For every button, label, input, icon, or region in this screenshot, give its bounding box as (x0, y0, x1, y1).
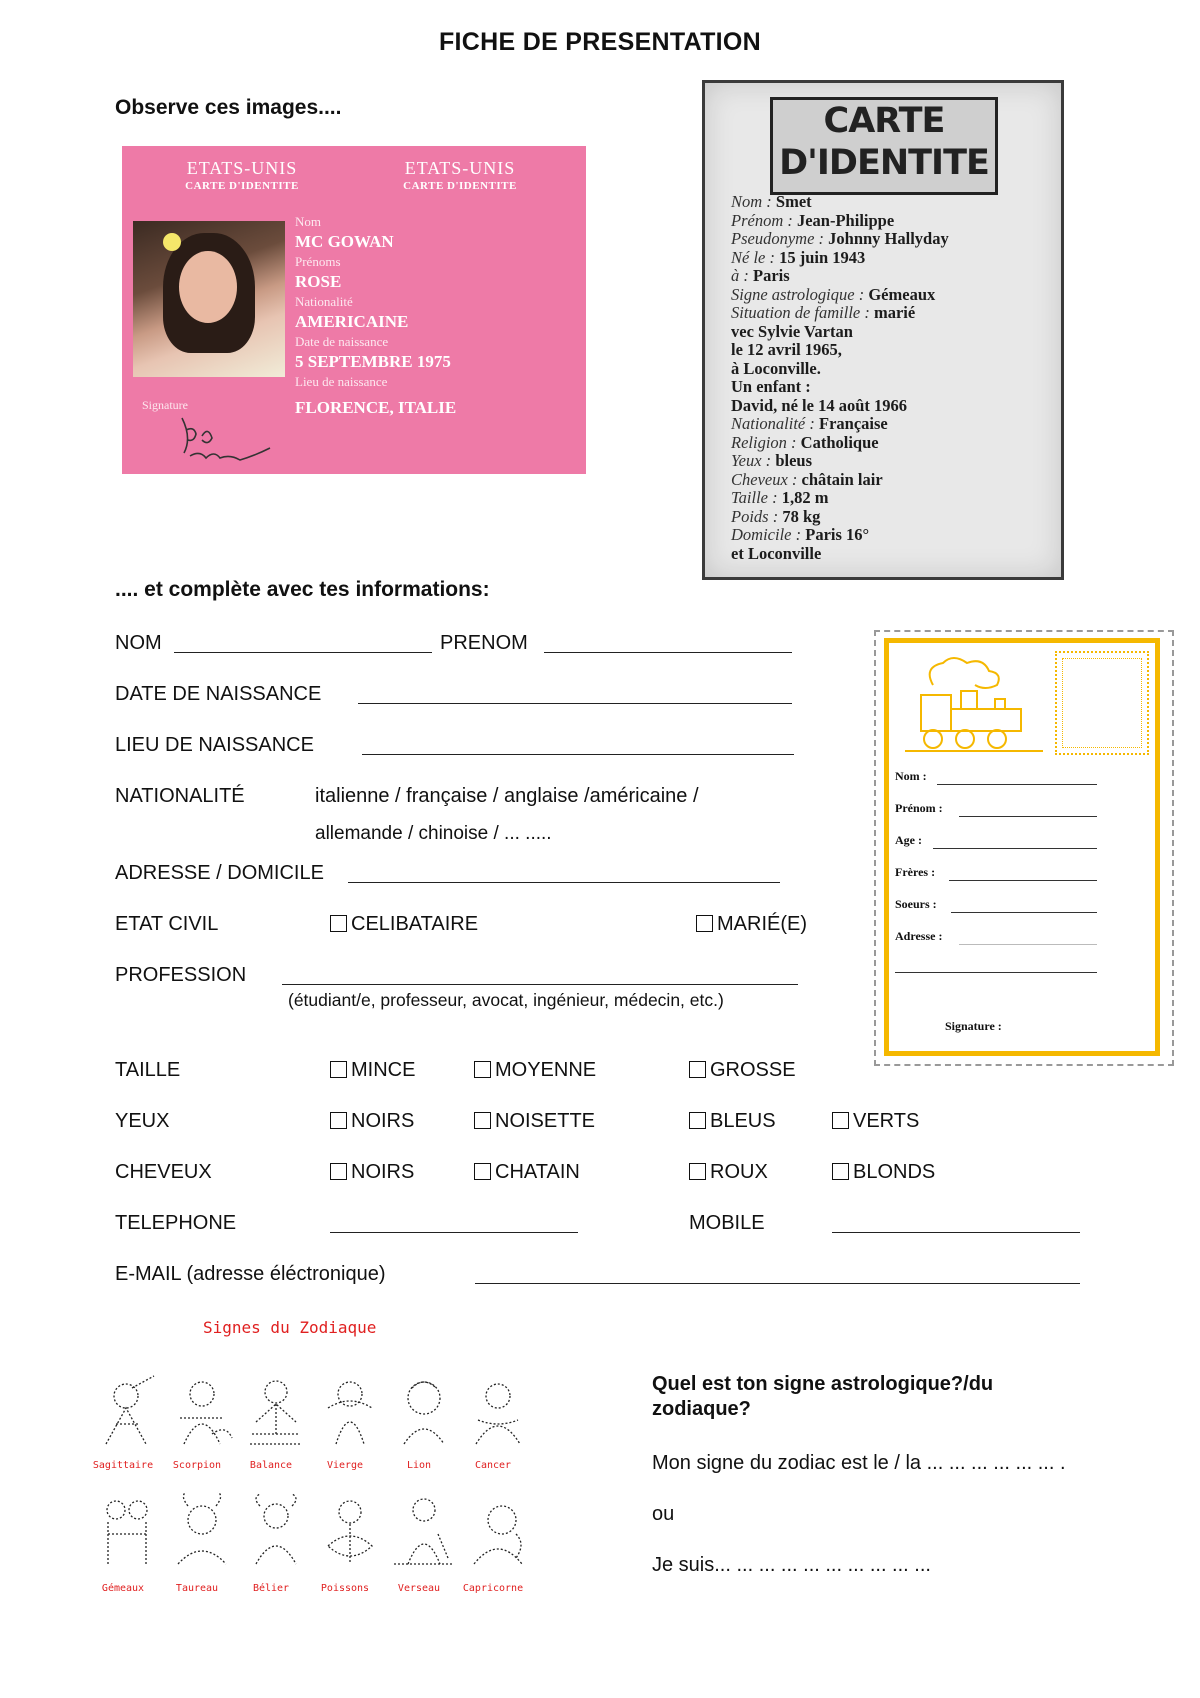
checkbox[interactable] (330, 1112, 347, 1129)
zodiac-or: ou (652, 1503, 675, 1525)
checkbox[interactable] (474, 1061, 491, 1078)
us-field-label: Date de naissance (295, 334, 389, 349)
cheveux-chatain-option[interactable]: CHATAIN (474, 1161, 580, 1184)
date-label: DATE DE NAISSANCE (115, 683, 322, 705)
clipping-row (731, 304, 949, 323)
cheveux-roux-option[interactable]: ROUX (689, 1161, 768, 1184)
zodiac-question: Quel est ton signe astrologique?/du zodiaque? (652, 1373, 994, 1420)
clipping-row-value: châtain lair (801, 469, 883, 489)
checkbox[interactable] (689, 1061, 706, 1078)
zodiac-sign-label: Lion (406, 1460, 432, 1471)
clipping-row-value: bleus (775, 451, 812, 470)
zodiac-sign-label: Capricorne (462, 1583, 524, 1594)
adresse-field[interactable] (348, 866, 780, 883)
us-field-label: Nom (295, 214, 321, 229)
marie-option[interactable]: MARIÉ(E) (696, 913, 807, 936)
celibataire-checkbox[interactable] (330, 915, 347, 932)
clipping-row (731, 360, 949, 379)
clipping-row-value: Jean-Philippe (796, 210, 895, 230)
yeux-noisette-option[interactable]: NOISETTE (474, 1110, 595, 1133)
profession-label: PROFESSION (115, 964, 247, 986)
nationalite-label: NATIONALITÉ (115, 785, 245, 807)
clipping-row (731, 452, 949, 471)
mobile-field[interactable] (832, 1216, 1080, 1233)
clipping-row-value: Paris 16° (805, 525, 870, 544)
signature-label: Signature (142, 398, 188, 412)
postcard (874, 630, 1174, 1066)
taille-mince-option[interactable]: MINCE (330, 1059, 415, 1082)
postcard-frame (884, 638, 1160, 1056)
zodiac-sign-label: Balance (249, 1460, 293, 1471)
clipping-row (731, 212, 949, 231)
zodiac-sign-label: Sagittaire (92, 1460, 154, 1471)
prenom-field[interactable] (544, 636, 792, 653)
clipping-row (731, 286, 949, 305)
clipping-row (731, 323, 949, 342)
profession-hint: (étudiant/e, professeur, avocat, ingénieur, médecin, etc.) (288, 990, 724, 1010)
lieu-label: LIEU DE NAISSANCE (115, 734, 314, 756)
zodiac-sign-label: Scorpion (172, 1460, 222, 1471)
clipping-row-key: Nationalité : (731, 414, 815, 433)
date-field[interactable] (358, 687, 792, 704)
us-field-value: AMERICAINE (295, 312, 409, 331)
clipping-row (731, 508, 949, 527)
postcard-soeurs: Soeurs : (895, 897, 937, 911)
email-field[interactable] (475, 1267, 1080, 1284)
clipping-row-key: Pseudonyme : (731, 229, 825, 248)
clipping-row (731, 397, 949, 416)
clipping-row-value: à Loconville. (731, 358, 821, 378)
cheveux-noirs-option[interactable]: NOIRS (330, 1161, 414, 1184)
zodiac-sign-label: Vierge (326, 1460, 364, 1471)
clipping-row-value: marié (873, 303, 916, 322)
zodiac-sign-label: Bélier (252, 1583, 290, 1594)
clipping-row-key: Yeux : (731, 451, 772, 470)
nationalite-options-2: allemande / chinoise / ... ..... (315, 823, 552, 844)
intro-text: Observe ces images.... (115, 96, 342, 119)
clipping-row-value: Paris (753, 266, 790, 285)
checkbox[interactable] (474, 1112, 491, 1129)
zodiac-answer-1: Mon signe du zodiac est le / la ... ... ... ... ... ... . (652, 1452, 1066, 1474)
clipping-row-value: le 12 avril 1965, (731, 340, 842, 359)
clipping-row-key: Né le : (731, 247, 775, 267)
clipping-row-value: et Loconville (731, 543, 822, 563)
nom-field[interactable] (174, 636, 432, 653)
us-field-label: Prénoms (295, 254, 341, 269)
clipping-row-value: 1,82 m (781, 488, 829, 507)
clipping-rows (731, 193, 949, 563)
prenom-label: PRENOM (440, 632, 528, 654)
clipping-row-value: Française (819, 414, 888, 433)
checkbox[interactable] (689, 1112, 706, 1129)
french-id-clipping (702, 80, 1064, 580)
cheveux-blonds-option[interactable]: BLONDS (832, 1161, 935, 1184)
clipping-row-value: 15 juin 1943 (779, 247, 866, 267)
telephone-label: TELEPHONE (115, 1212, 237, 1234)
complete-prompt: .... et complète avec tes informations: (115, 578, 490, 601)
taille-moyenne-option[interactable]: MOYENNE (474, 1059, 596, 1082)
postcard-adresse: Adresse : (895, 929, 943, 943)
adresse-label: ADRESSE / DOMICILE (115, 862, 324, 884)
clipping-row-value: Un enfant : (731, 377, 811, 396)
zodiac-sign-label: Taureau (175, 1583, 219, 1594)
nationalite-options-1: italienne / française / anglaise /américaine / (315, 785, 699, 807)
zodiac-sign-label: Verseau (397, 1583, 441, 1594)
lieu-field[interactable] (362, 738, 794, 755)
clipping-row (731, 489, 949, 508)
clipping-row-key: Taille : (731, 488, 778, 507)
clipping-row-value: 78 kg (782, 506, 821, 526)
us-field-label: Lieu de naissance (295, 374, 388, 389)
clipping-row-key: Religion : (731, 432, 797, 452)
nom-label: NOM (115, 632, 162, 654)
us-field-value: FLORENCE, ITALIE (295, 398, 457, 417)
yeux-label: YEUX (115, 1110, 170, 1132)
telephone-field[interactable] (330, 1216, 578, 1233)
clipping-row-key: Signe astrologique : (731, 284, 865, 304)
yeux-verts-option[interactable]: VERTS (832, 1110, 919, 1133)
clipping-row (731, 415, 949, 434)
taille-grosse-option[interactable]: GROSSE (689, 1059, 796, 1082)
checkbox[interactable] (832, 1112, 849, 1129)
signature-scribble (172, 408, 292, 468)
zodiac-sign-label: Cancer (474, 1460, 512, 1471)
clipping-row (731, 471, 949, 490)
clipping-row (731, 230, 949, 249)
clipping-row-value: Smet (775, 192, 812, 211)
clipping-row-key: Prénom : (731, 210, 793, 230)
clipping-row (731, 378, 949, 397)
clipping-row-key: Poids : (731, 506, 779, 526)
clipping-row (731, 193, 949, 212)
us-field-label: Nationalité (295, 294, 353, 309)
clipping-row-value: Gémeaux (868, 284, 936, 304)
checkbox[interactable] (330, 1163, 347, 1180)
stamp-box (1055, 651, 1149, 755)
page-title: FICHE DE PRESENTATION (438, 28, 762, 56)
zodiac-title: Signes du Zodiaque (203, 1318, 377, 1337)
clipping-row (731, 545, 949, 564)
marie-checkbox[interactable] (696, 915, 713, 932)
mobile-label: MOBILE (689, 1212, 765, 1234)
clipping-row-key: Nom : (731, 192, 772, 211)
email-label: E-MAIL (adresse éléctronique) (115, 1263, 386, 1285)
clipping-row-key: Domicile : (731, 525, 802, 544)
zodiac-answer-2: Je suis... ... ... ... ... ... ... ... ... ... (652, 1554, 931, 1576)
us-field-value: ROSE (295, 272, 342, 291)
clipping-row (731, 526, 949, 545)
postcard-age: Age : (895, 833, 922, 847)
clipping-header: CARTE D'IDENTITE (770, 97, 998, 195)
zodiac-sign-label: Gémeaux (101, 1583, 145, 1594)
checkbox[interactable] (832, 1163, 849, 1180)
cheveux-label: CHEVEUX (115, 1161, 212, 1183)
postcard-nom: Nom : (895, 769, 927, 783)
us-card-header-left: ETATS-UNIS CARTE D'IDENTITE (185, 158, 299, 192)
etat-civil-label: ETAT CIVIL (115, 913, 219, 935)
train-icon (903, 655, 1045, 755)
checkbox[interactable] (689, 1163, 706, 1180)
yeux-noirs-option[interactable]: NOIRS (330, 1110, 414, 1133)
clipping-row (731, 341, 949, 360)
us-card-header-right: ETATS-UNIS CARTE D'IDENTITE (403, 158, 517, 192)
yeux-bleus-option[interactable]: BLEUS (689, 1110, 776, 1133)
clipping-row (731, 434, 949, 453)
clipping-row-value: vec Sylvie Vartan (731, 321, 853, 341)
clipping-row-value: Catholique (800, 432, 879, 452)
checkbox[interactable] (474, 1163, 491, 1180)
celibataire-option[interactable]: CELIBATAIRE (330, 913, 478, 936)
checkbox[interactable] (330, 1061, 347, 1078)
clipping-row-key: Cheveux : (731, 469, 798, 489)
profession-field[interactable] (282, 968, 798, 985)
clipping-row (731, 267, 949, 286)
us-id-card (122, 146, 586, 474)
postcard-freres: Frères : (895, 865, 936, 879)
taille-label: TAILLE (115, 1059, 181, 1081)
postcard-prenom: Prénom : (895, 801, 943, 815)
postcard-signature: Signature : (945, 1019, 1002, 1033)
us-field-value: 5 SEPTEMBRE 1975 (295, 352, 451, 371)
zodiac-illustrations (90, 1368, 550, 1598)
clipping-row-key: à : (731, 266, 749, 285)
portrait-photo (133, 221, 285, 377)
clipping-row-value: David, né le 14 août 1966 (731, 395, 908, 415)
us-field-value: MC GOWAN (295, 232, 394, 251)
clipping-row-key: Situation de famille : (731, 303, 870, 322)
clipping-row (731, 249, 949, 268)
clipping-row-value: Johnny Hallyday (828, 229, 949, 248)
zodiac-sign-label: Poissons (320, 1583, 370, 1594)
